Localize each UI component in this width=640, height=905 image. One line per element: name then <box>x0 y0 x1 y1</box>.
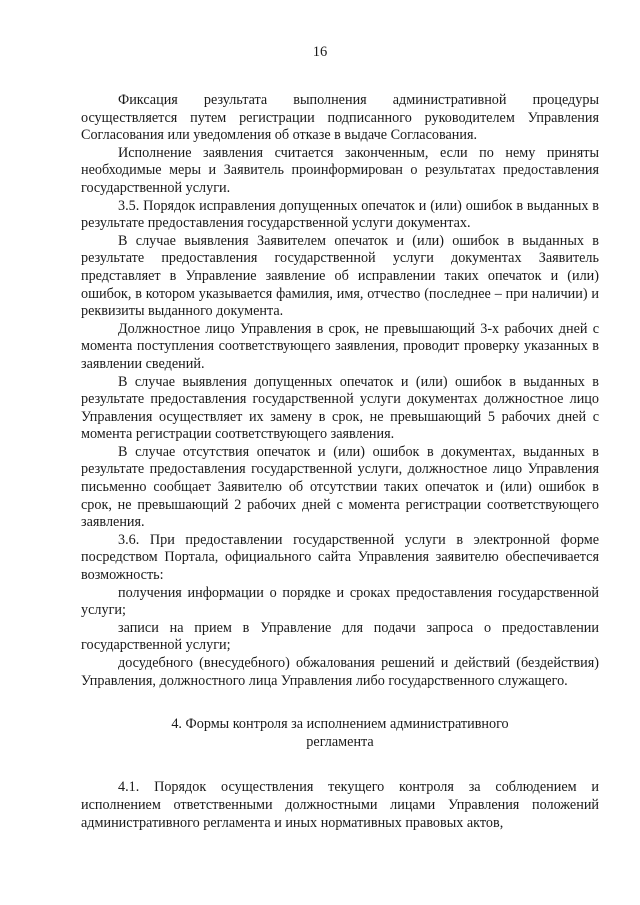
paragraph-3-5: 3.5. Порядок исправления допущенных опечаток и (или) ошибок в выданных в результате предоставления государственной услуги документах. <box>81 197 599 232</box>
paragraph-no-errors: В случае отсутствия опечаток и (или) ошибок в документах, выданных в результате предоставления государственной услуги, должностное лицо Управления письменно сообщает Заявителю об отсутствии таких опечаток и (или) ошибок в срок, не превышающий 2 рабочих дней с момента регистрации соответствующего заявления. <box>81 443 599 531</box>
paragraph-info: получения информации о порядке и сроках предоставления государственной услуги; <box>81 584 599 619</box>
document-body <box>81 92 599 832</box>
paragraph-4-1: 4.1. Порядок осуществления текущего контроля за соблюдением и исполнением ответственными должностными лицами Управления положений административного регламента и иных нормативных правовых актов, <box>81 779 599 831</box>
paragraph-appeal: досудебного (внесудебного) обжалования решений и действий (бездействия) Управления, должностного лица Управления либо государственного служащего. <box>81 655 599 689</box>
paragraph-appointment: записи на прием в Управление для подачи запроса о предоставлении государственной услуги; <box>81 619 599 654</box>
paragraph-error-detection: В случае выявления Заявителем опечаток и (или) ошибок в выданных в результате предоставления государственной услуги документах Заявитель представляет в Управление заявление об исправлении таких опечаток и (или) ошибок, в котором указывается фамилия, имя, отчество (последнее – при наличии) и реквизиты выданного документа. <box>81 232 599 320</box>
page-number: 16 <box>312 44 328 60</box>
paragraph-completion: Исполнение заявления считается законченным, если по нему приняты необходимые меры и Заявитель проинформирован о результатах предоставления государственной услуги. <box>81 144 599 196</box>
section-heading-4 <box>81 716 599 751</box>
paragraph-3-6: 3.6. При предоставлении государственной услуги в электронной форме посредством Портала, официального сайта Управления заявителю обеспечивается возможность: <box>81 531 599 584</box>
paragraph-replacement: В случае выявления допущенных опечаток и (или) ошибок в выданных в результате предоставления государственной услуги документах должностное лицо Управления осуществляет их замену в срок, не превышающий 5 рабочих дней с момента регистрации соответствующего заявления. <box>81 373 599 443</box>
paragraph-verification: Должностное лицо Управления в срок, не превышающий 3-х рабочих дней с момента поступления соответствующего заявления, проводит проверку указанных в заявлении сведений. <box>81 320 599 372</box>
paragraph-fixation: Фиксация результата выполнения административной процедуры осуществляется путем регистрации подписанного руководителем Управления Согласования или уведомления об отказе в выдаче Согласования. <box>81 92 599 144</box>
section-heading-line-1: 4. Формы контроля за исполнением административного <box>171 716 509 733</box>
section-heading-line-2: регламента <box>306 733 374 750</box>
